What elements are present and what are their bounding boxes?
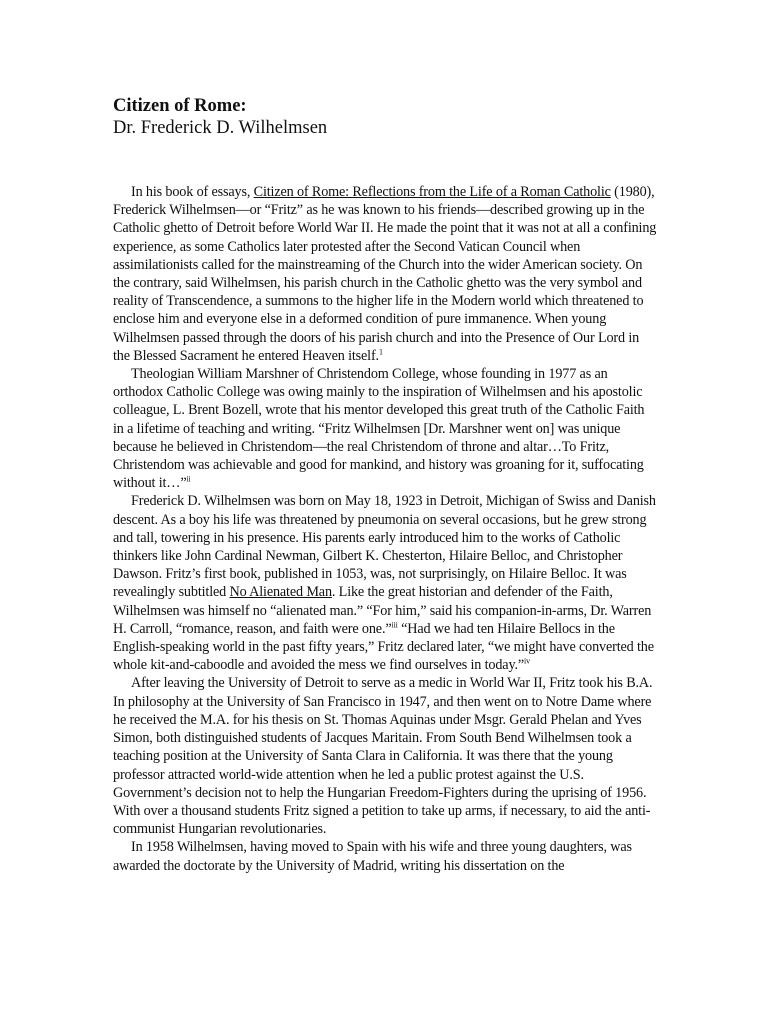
- document-page: [113, 95, 658, 875]
- document-body: [113, 183, 658, 875]
- underlined-title: No Alienated Man: [229, 584, 332, 601]
- underlined-title: Citizen of Rome: Reflections from the Life of a Roman Catholic: [253, 184, 611, 200]
- paragraph-text: Frederick D. Wilhelmsen was born on May 18, 1923 in Detroit, Michigan of Swiss and Danish descent. As a boy his life was threatened by pneumonia on several occasions, but he grew strong and tall, towering in his presence. His parents early introduced him to the works of Catholic thinkers like John Cardinal Newman, Gilbert K. Chesterton, Hilaire Belloc, and Christopher Dawson. Fritz’s first book, published in 1053, was, not surprisingly, on Hilaire Belloc. It was revealingly subtitled: [113, 493, 656, 601]
- paragraph-text: “Had we had ten Hilaire Bellocs in the English-speaking world in the past fifty years,” Fritz declared later, “we might have converted the whole kit-and-caboodle and avoided the mess we find ourselves in today.”: [113, 620, 654, 674]
- body-paragraph: [113, 492, 658, 674]
- paragraph-text: . Like the great historian and defender of the Faith, Wilhelmsen was himself no “alienated man.” “For him,” said his companion-in-arms, Dr. Warren H. Carroll, “romance, reason, and faith were one.”: [113, 584, 652, 637]
- footnote-marker: iii: [391, 620, 398, 630]
- body-paragraph: [113, 838, 658, 874]
- footnote-marker: ii: [186, 474, 191, 484]
- paragraph-text: In his book of essays,: [131, 184, 254, 200]
- body-paragraph: [113, 365, 658, 492]
- body-paragraph: [113, 674, 658, 838]
- footnote-marker: 1: [378, 347, 383, 357]
- footnote-marker: iv: [524, 656, 530, 666]
- paragraph-text: After leaving the University of Detroit to serve as a medic in World War II, Fritz took his B.A. In philosophy at the University of San Francisco in 1947, and then went on to Notre Dame where he received the M.A. for his thesis on St. Thomas Aquinas under Msgr. Gerald Phelan and Yves Simon, both distinguished students of Jacques Maritain. From South Bend Wilhelmsen took a teaching position at the University of Santa Clara in California. It was there that the young professor attracted world-wide attention when he led a public protest against the U.S. Government’s decision not to help the Hungarian Freedom-Fighters during the uprising of 1956. With over a thousand students Fritz signed a petition to take up arms, if necessary, to aid the anti-communist Hungarian revolutionaries.: [113, 675, 653, 838]
- document-subtitle: Dr. Frederick D. Wilhelmsen: [113, 118, 328, 138]
- document-title: Citizen of Rome:: [113, 96, 247, 116]
- paragraph-text: In 1958 Wilhelmsen, having moved to Spain with his wife and three young daughters, was awarded the doctorate by the University of Madrid, writing his dissertation on the: [113, 839, 632, 874]
- paragraph-text: Theologian William Marshner of Christendom College, whose founding in 1977 as an orthodox Catholic College was owing mainly to the inspiration of Wilhelmsen and his apostolic colleague, L. Brent Bozell, wrote that his mentor developed this great truth of the Catholic Faith in a lifetime of teaching and writing. “Fritz Wilhelmsen [Dr. Marshner went on] was unique because he believed in Christendom—the real Christendom of throne and altar…To Fritz, Christendom was achievable and good for mankind, and history was groaning for it, suffocating without it…”: [113, 366, 645, 492]
- paragraph-text: (1980), Frederick Wilhelmsen—or “Fritz” as he was known to his friends—described growing up in the Catholic ghetto of Detroit before World War II. He made the point that it was not at all a confining experience, as some Catholics later protested after the Second Vatican Council when assimilationists called for the mainstreaming of the Church into the wider American society. On the contrary, said Wilhelmsen, his parish church in the Catholic ghetto was the very symbol and reality of Transcendence, a summons to the higher life in the Modern world which threatened to enclose him and everyone else in a deformed condition of pure immanence. When young Wilhelmsen passed through the doors of his parish church and into the Presence of Our Lord in the Blessed Sacrament he entered Heaven itself.: [113, 184, 657, 364]
- body-paragraph: [113, 183, 658, 365]
